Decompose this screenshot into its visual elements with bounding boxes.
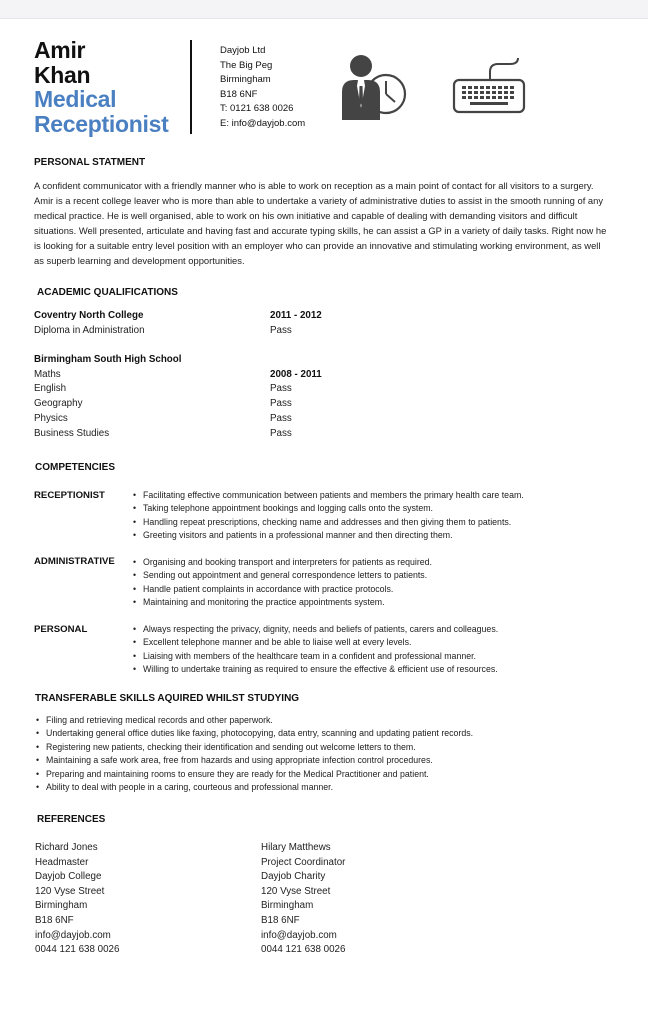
address-phone: T: 0121 638 0026 bbox=[220, 103, 294, 115]
reference-right bbox=[261, 841, 345, 958]
address-line: B18 6NF bbox=[220, 88, 258, 100]
reference-left bbox=[35, 841, 119, 958]
qualification-subject: Geography bbox=[34, 398, 83, 410]
list-item: • Always respecting the privacy, dignity, needs and beliefs of patients, carers and colleagues. bbox=[133, 623, 498, 636]
job-title-line1: Medical bbox=[34, 86, 117, 112]
list-item: • Filing and retrieving medical records and other paperwork. bbox=[36, 714, 473, 727]
transferable-heading: TRANSFERABLE SKILLS AQUIRED WHILST STUDYING bbox=[35, 693, 300, 704]
list-item: • Willing to undertake training as required to ensure the effective & efficient use of resources. bbox=[133, 663, 498, 676]
competency-label-receptionist: RECEPTIONIST bbox=[34, 490, 105, 501]
personal-statement-heading: PERSONAL STATMENT bbox=[34, 157, 146, 168]
list-item: • Organising and booking transport and interpreters for patients as required. bbox=[133, 556, 432, 569]
list-item: • Undertaking general office duties like faxing, photocopying, data entry, scanning and updating patient records. bbox=[36, 727, 473, 740]
address-line: The Big Peg bbox=[220, 59, 273, 71]
address-line: Dayjob Ltd bbox=[220, 45, 266, 56]
qualification-subject: Physics bbox=[34, 412, 68, 424]
keyboard-icon bbox=[452, 58, 526, 114]
college-row bbox=[34, 309, 322, 324]
person-with-clock-icon bbox=[338, 50, 410, 122]
competency-list-receptionist bbox=[133, 489, 524, 543]
school-qualifications bbox=[34, 353, 322, 441]
reference-line: info@dayjob.com bbox=[35, 929, 111, 941]
reference-line: info@dayjob.com bbox=[261, 929, 337, 941]
reference-line: B18 6NF bbox=[35, 914, 74, 926]
competencies-heading: COMPETENCIES bbox=[35, 462, 116, 473]
academic-heading: ACADEMIC QUALIFICATIONS bbox=[37, 287, 178, 298]
reference-line: 120 Vyse Street bbox=[261, 885, 331, 897]
competency-label-personal: PERSONAL bbox=[34, 624, 88, 635]
reference-line: 0044 121 638 0026 bbox=[261, 944, 346, 956]
qualification-result: Pass bbox=[270, 324, 292, 336]
list-item: • Facilitating effective communication between patients and members the primary health care team. bbox=[133, 489, 524, 502]
qualification-row bbox=[34, 368, 322, 383]
reference-line: Richard Jones bbox=[35, 842, 98, 853]
reference-line: Hilary Matthews bbox=[261, 842, 331, 853]
college-years: 2011 - 2012 bbox=[270, 310, 322, 321]
list-item: • Greeting visitors and patients in a professional manner and then directing them. bbox=[133, 529, 524, 542]
reference-line: Dayjob College bbox=[35, 871, 102, 883]
address-email: E: info@dayjob.com bbox=[220, 117, 306, 129]
personal-statement-text: A confident communicator with a friendly manner who is able to work on reception as a main point of contact for all visitors to a surgery. Amir is a recent college leaver who is more than able to undertake a variety of administrative duties to assist in the smooth running of any medical practice. He is well organised, able to work on his own initiative and capable of dealing with demanding visitors and difficult situations. Well presented, articulate and having fast and accurate typing skills, he can assist a GP in a variety of daily tasks. Right now he is looking for a suitable entry level position with an employer who can provide an innovative and stimulating working environment, as well as superb learning and development opportunities. bbox=[34, 180, 607, 266]
school-years: 2008 - 2011 bbox=[270, 368, 322, 380]
qualification-subject: Maths bbox=[34, 368, 61, 380]
qualification-result: Pass bbox=[270, 383, 292, 395]
college-name: Coventry North College bbox=[34, 310, 144, 321]
transferable-list bbox=[36, 714, 473, 794]
qualification-row bbox=[34, 397, 322, 412]
competency-list-personal bbox=[133, 623, 498, 677]
references-heading: REFERENCES bbox=[37, 814, 106, 825]
list-item: • Maintaining a safe work area, free from hazards and using appropriate infection control procedures. bbox=[36, 754, 473, 767]
qualification-result: Pass bbox=[270, 412, 292, 424]
qualification-result: Pass bbox=[270, 398, 292, 410]
address-line: Birmingham bbox=[220, 74, 271, 86]
qualification-row bbox=[34, 412, 322, 427]
reference-line: 0044 121 638 0026 bbox=[35, 944, 120, 956]
header-divider bbox=[190, 40, 192, 134]
reference-line: Dayjob Charity bbox=[261, 871, 326, 883]
qualification-row bbox=[34, 324, 322, 339]
qualification-subject: Diploma in Administration bbox=[34, 324, 145, 336]
qualification-row bbox=[34, 382, 322, 397]
reference-line: Headmaster bbox=[35, 856, 89, 868]
list-item: • Liaising with members of the healthcare team in a confident and professional manner. bbox=[133, 650, 498, 663]
reference-line: 120 Vyse Street bbox=[35, 885, 105, 897]
last-name: Khan bbox=[34, 61, 91, 88]
college-qualifications bbox=[34, 309, 322, 338]
reference-line: Project Coordinator bbox=[261, 856, 346, 868]
qualification-result: Pass bbox=[270, 427, 292, 439]
competency-list-administrative bbox=[133, 556, 432, 610]
qualification-row bbox=[34, 427, 322, 442]
job-title-line2: Receptionist bbox=[34, 110, 169, 137]
list-item: • Sending out appointment and general correspondence letters to patients. bbox=[133, 569, 432, 582]
qualification-subject: Business Studies bbox=[34, 427, 110, 439]
reference-line: Birmingham bbox=[35, 900, 88, 912]
top-bar bbox=[0, 0, 648, 19]
school-name: Birmingham South High School bbox=[34, 354, 182, 365]
name-title-block bbox=[34, 38, 168, 136]
reference-line: B18 6NF bbox=[261, 914, 300, 926]
reference-line: Birmingham bbox=[261, 900, 314, 912]
list-item: • Preparing and maintaining rooms to ensure they are ready for the Medical Practitioner and patient. bbox=[36, 768, 473, 781]
list-item: • Ability to deal with people in a caring, courteous and professional manner. bbox=[36, 781, 473, 794]
competency-label-administrative: ADMINISTRATIVE bbox=[34, 556, 115, 567]
first-name: Amir bbox=[34, 37, 86, 63]
list-item: • Excellent telephone manner and be able to liaise well at every levels. bbox=[133, 636, 498, 649]
contact-address bbox=[220, 44, 305, 132]
list-item: • Taking telephone appointment bookings and logging calls onto the system. bbox=[133, 502, 524, 515]
list-item: • Handling repeat prescriptions, checking name and addresses and then giving them to patients. bbox=[133, 516, 524, 529]
list-item: • Registering new patients, checking their identification and sending out welcome letters to them. bbox=[36, 741, 473, 754]
qualification-subject: English bbox=[34, 383, 67, 395]
list-item: • Maintaining and monitoring the practice appointments system. bbox=[133, 596, 432, 609]
list-item: • Handle patient complaints in accordance with practice protocols. bbox=[133, 583, 432, 596]
